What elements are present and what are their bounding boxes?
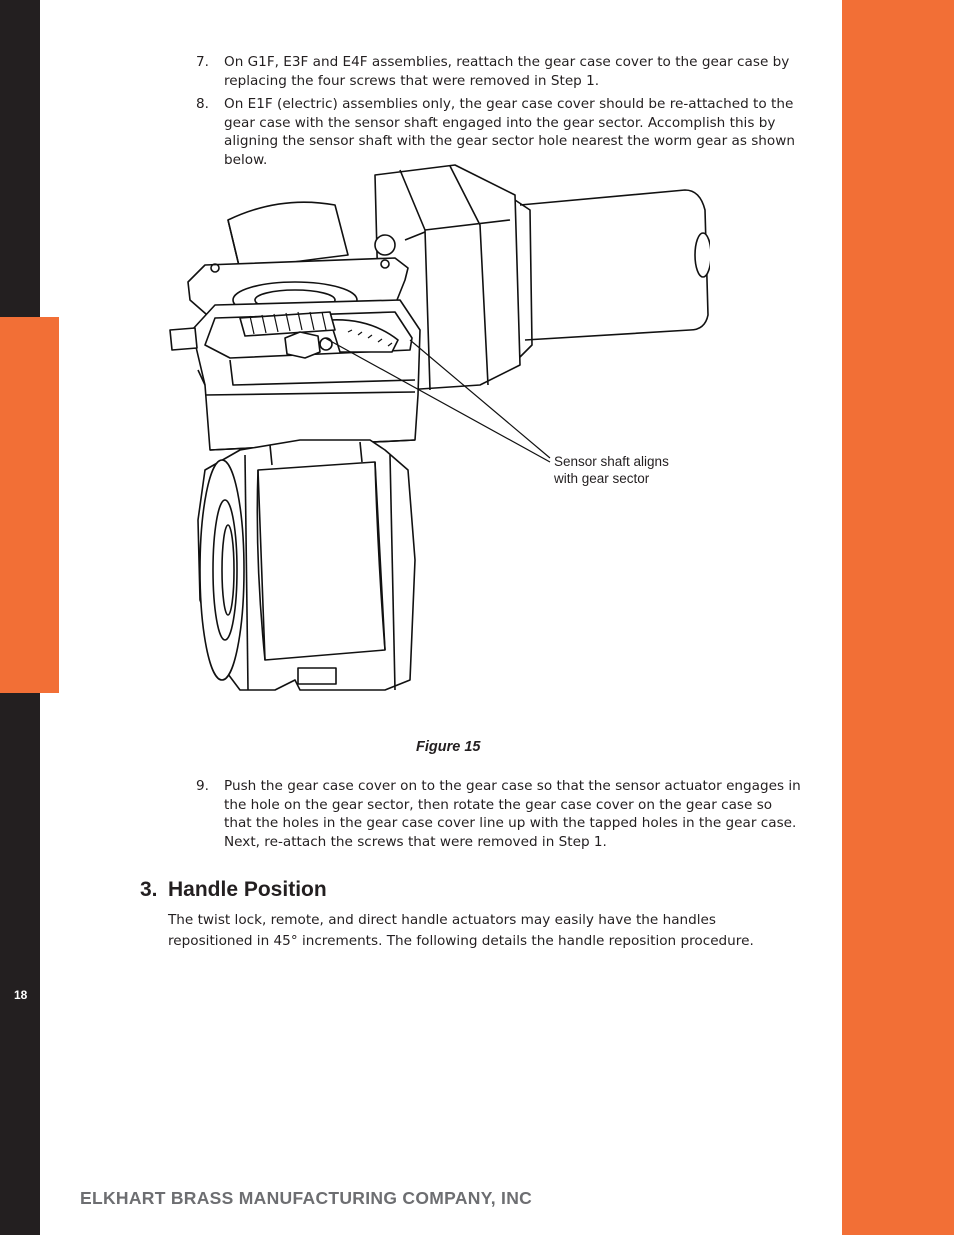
figure-caption: Figure 15 [416,739,481,755]
callout-line: with gear sector [554,471,650,486]
step-number: 8. [196,96,209,112]
section-number: 3. [140,878,158,901]
section-body: The twist lock, remote, and direct handle actuators may easily have the handles repositioned in 45° increments. The following details the handle reposition procedure. [168,912,754,949]
section-heading [140,878,327,902]
step-text: Push the gear case cover on to the gear case so that the sensor actuator engages in the hole on the gear sector, then rotate the gear case cover on the gear case so that the holes in the gear case cover line up with the tapped holes in the gear case. Next, re-attach the screws that were removed in Step 1. [224,778,801,850]
step-number: 9. [196,778,209,794]
footer-company: ELKHART BRASS MANUFACTURING COMPANY, INC [80,1188,533,1208]
step-item [196,95,802,169]
figure-callout [554,453,669,487]
gear-assembly-illustration [150,160,710,705]
page-tab [0,317,59,1002]
callout-line: Sensor shaft aligns [554,454,669,469]
right-margin-bar [842,0,954,1235]
step-text: On E1F (electric) assemblies only, the gear case cover should be re-attached to the gear case with the sensor shaft engaged into the gear sector. Accomplish this by aligning the sensor shaft with the gear sector hole nearest the worm gear as shown below. [224,96,795,168]
step-number: 7. [196,54,209,70]
page-number: 18 [14,988,28,1002]
step-item [196,777,802,851]
step-item [196,53,802,90]
section-title: Handle Position [168,878,327,901]
step-text: On G1F, E3F and E4F assemblies, reattach the gear case cover to the gear case by replacing the four screws that were removed in Step 1. [224,54,790,89]
